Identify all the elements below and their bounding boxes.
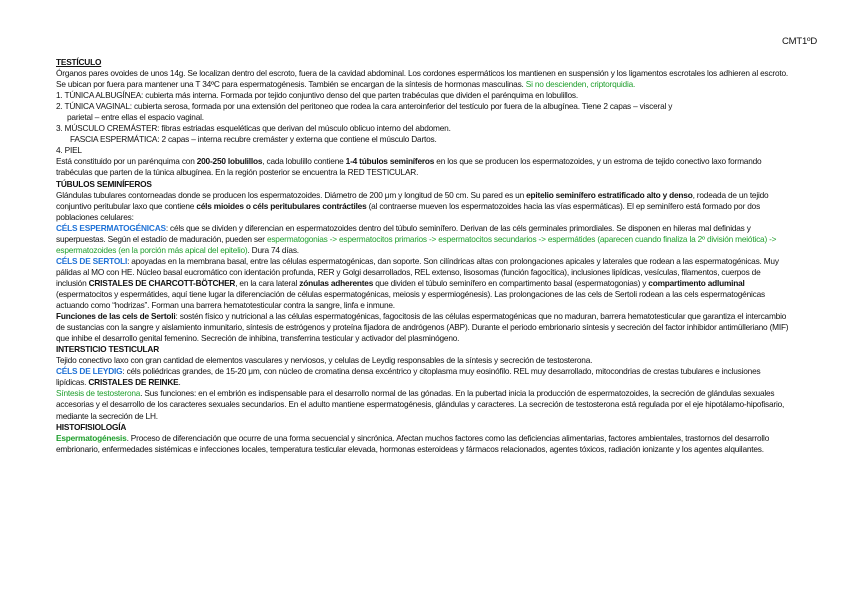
layer-2: 2. TÚNICA VAGINAL: cubierta serosa, formada por una extensión del peritoneo que rodea la cara anteroinferior del testículo por fuera de la albugínea. Tiene 2 capas – visceral y xyxy=(56,101,673,112)
sertoli-functions-paragraph: Funciones de las cels de Sertoli: sostén físico y nutricional a las células espermatogénicas, fagocitosis de las células espermatogénicas que no maduran, barrera hematotesticular que garantiza el intercambio de sustancias con la sangre y aislamiento inmunitario, síntesis de estrógenos y proteína fijadora de andrógenos (ABP). Durante el periodo embrionario síntesis y secreción del factor inhibidor antimülleriano (MIF) que inhibe el desarrollo genital femenino. Secreción de inhibina, transferrina testicular y activador del plasminógeno. xyxy=(56,311,789,344)
layer-1: 1. TÚNICA ALBUGÍNEA: cubierta más interna. Formada por tejido conjuntivo denso del que parten trabéculas que dividen el parénquima en lobulillos. xyxy=(56,90,578,101)
interstitium-paragraph: Tejido conectivo laxo con gran cantidad de elementos vasculares y nerviosos, y celulas de Leydig responsables de la síntesis y secreción de testosterona. xyxy=(56,355,593,366)
spermatogenesis-label: Espermatogénesis xyxy=(56,432,127,443)
testosterone-paragraph: Síntesis de testosterona. Sus funciones: en el embrión es indispensable para el desarrollo normal de las gónadas. En la pubertad inicia la producción de espermatozoides, la secreción de glándulas sexuales accesorias y el desarrollo de los caracteres sexuales secundarios. En el adulto mantiene espermatogénesis, glándulas y caracteres. La secreción de testosterona está regulada por el eje hipotálamo-hipofisario, mediante la secreción de LH. xyxy=(56,388,785,421)
tubules-paragraph: Glándulas tubulares contorneadas donde se producen los espermatozoides. Diámetro de 200 μm y longitud de 50 cm. Su pared es un epitelio seminífero estratificado alto y denso, rodeada de un tejido conjuntivo peritubular laxo que contiene céls mioides o céls peritubulares contráctiles (al contraerse mueven los espermatozoides hacia las vías espermáticas). El ep seminífero está formado por dos poblaciones celulares: xyxy=(56,189,769,222)
germ-cells-paragraph: CÉLS ESPERMATOGÉNICAS: céls que se dividen y diferencian en espermatozoides dentro del túbulo seminífero. Derivan de las céls germinales primordiales. Se disponen en hileras mal definidas y superpuestas. Según el estadío de maduración, pueden ser espermatogonias -> espermatocitos primarios -> espermatocitos secundarios -> espermátides (aparecen cuando finaliza la 2º división meiótica) -> espermatozoides (en la porción más apical del epitelio). Dura 74 días. xyxy=(56,222,777,255)
layer-3: 3. MÚSCULO CREMÁSTER: fibras estriadas esqueléticas que derivan del músculo oblicuo interno del abdomen. xyxy=(56,123,451,134)
header-code: CMT1ºD xyxy=(782,36,817,47)
page-title: TESTÍCULO xyxy=(56,57,102,67)
spermatogenesis-paragraph: Espermatogénesis. Proceso de diferenciación que ocurre de una forma secuencial y sincrónica. Afectan muchos factores como las deficiencias alimentarias, factores ambientales, trastornos del desarrollo embrionario, enfermedades sistémicas e infecciones locales, temperatura testicular elevada, hormonas esteroideas y fármacos relacionados, agentes tóxicos, radiación ionizante y los agentes alquilantes. xyxy=(56,432,770,454)
sertoli-label: CÉLS DE SERTOLI xyxy=(56,255,128,266)
parenchyma-paragraph: Está constituido por un parénquima con 200-250 lobulillos, cada lobulillo contiene 1-4 túbulos seminíferos en los que se producen los espermatozoides, y un estroma de tejido conectivo laxo formando trabéculas que parten de la túnica albugínea. En la región posterior se encuentra la RED TESTICULAR. xyxy=(56,156,762,178)
sertoli-functions-label: Funciones de las cels de Sertoli xyxy=(56,311,176,322)
tubules-heading: TÚBULOS SEMINÍFEROS xyxy=(56,178,152,189)
testosterone-label: Síntesis de testosterona xyxy=(56,388,141,399)
document-body xyxy=(56,57,792,455)
leydig-paragraph: CÉLS DE LEYDIG: céls poliédricas grandes, de 15-20 μm, con núcleo de cromatina densa excéntrico y citoplasma muy eosinófilo. REL muy desarrollado, mitocondrias de crestas tubulares e inclusiones lipídicas. CRISTALES DE REINKE. xyxy=(56,366,761,388)
leydig-label: CÉLS DE LEYDIG xyxy=(56,366,123,377)
layer-2-cont: parietal – entre ellas el espacio vaginal. xyxy=(67,112,204,123)
sertoli-paragraph: CÉLS DE SERTOLI: apoyadas en la membrana basal, entre las células espermatogénicas, dan soporte. Son cilíndricas altas con prolongaciones apicales y laterales que rodean a las espermatogénicas. Muy pálidas al MO con HE. Núcleo basal eucromático con identación profunda, RER y Golgi desarrollados, REL extenso, lisosomas (función fagocítica), inclusiones lipídicas, vesículas, filamentos, cuerpos de inclusión CRISTALES DE CHARCOTT-BÖTCHER, en la cara lateral zónulas adherentes que dividen el túbulo seminífero en compartimento basal (espermatogonias) y compartimento adluminal (espermatocitos y espermátides, aquí tiene lugar la diferenciación de células espermatogénicas, meiosis y espermiogénesis). Las prolongaciones de las cels de Sertoli rodean a las cels espermatogénicas actuando como “hodrizas”. Forman una barrera hematotesticular contra la sangre, linfa e inmune. xyxy=(56,255,779,311)
layer-4: 4. PIEL xyxy=(56,145,82,156)
physiology-heading: HISTOFISIOLOGÍA xyxy=(56,421,127,432)
interstitium-heading: INTERSTICIO TESTICULAR xyxy=(56,344,159,355)
germ-cells-label: CÉLS ESPERMATOGÉNICAS xyxy=(56,222,166,233)
layer-3-fascia: FASCIA ESPERMÁTICA: 2 capas – interna recubre cremáster y externa que contiene el músculo Dartos. xyxy=(70,134,437,145)
intro-paragraph: Órganos pares ovoides de unos 14g. Se localizan dentro del escroto, fuera de la cavidad abdominal. Los cordones espermáticos los mantienen en suspensión y los ligamentos escrotales los adhieren al escroto. Se ubican por fuera para mantener una T 34ºC para espermatogénesis. También se encargan de la síntesis de hormonas masculinas. Si no descienden, criptorquidia. xyxy=(56,68,788,90)
